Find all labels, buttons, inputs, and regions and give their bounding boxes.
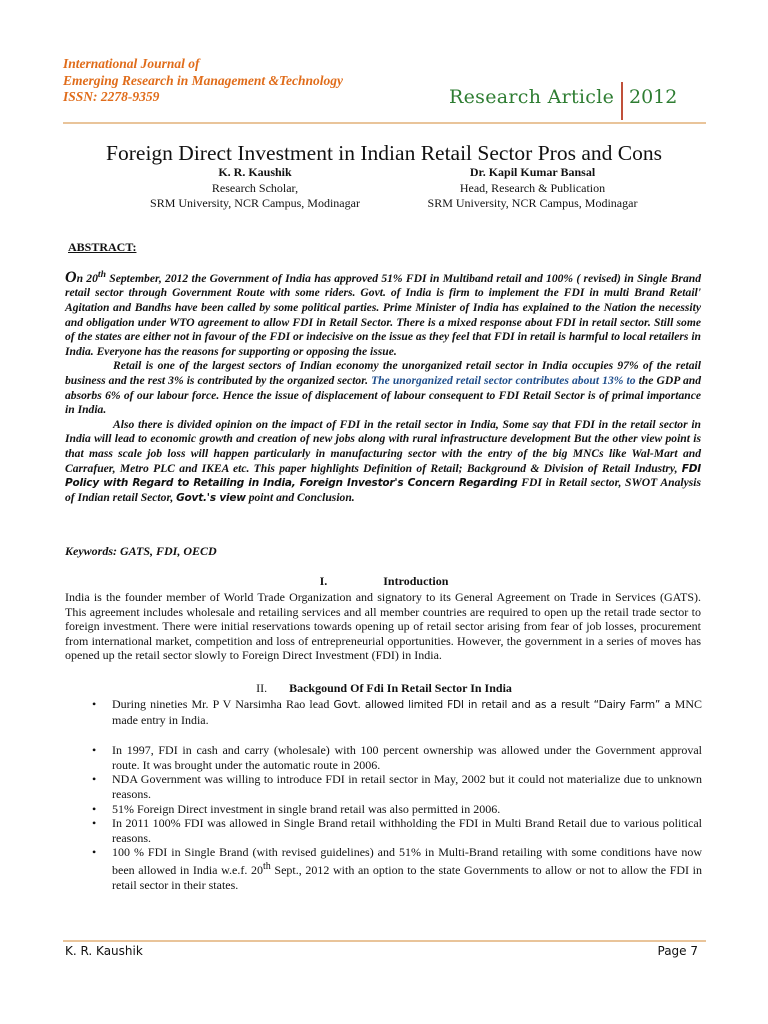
footer-author: K. R. Kaushik xyxy=(65,944,143,958)
abstract-text: Retail is one of the largest sectors of Indian economy the unorganized retail sector in India occupies 97% of the retail business and the rest 3% is contributed by the organized sector. xyxy=(65,359,701,388)
author-affiliation: SRM University, NCR Campus, Modinagar xyxy=(150,196,360,210)
abstract-text: September, 2012 the Government of India has approved 51% FDI in Multiband retail and 100% ( revised) in Single Brand retail sector through Government Route with some riders. Govt. of India is firm to implement the FDI in multi Brand Retail' Agitation and Bandhs have been called by some political parties. Prime Minister of India has explained to the Nation the necessity and obligation under WTO agreement to allow FDI in Retail Sector. There is a mixed response about FDI in retail sector. Still some of the states are either not in favour of the FDI or indecisive on the issue as they feel that FDI in retail is harmful to local retailers in India. Everyone has the reasons for supporting or opposing the issue. xyxy=(65,271,701,358)
author-block-1 xyxy=(135,165,375,212)
author-block-2 xyxy=(405,165,660,212)
footer-rule xyxy=(63,940,706,942)
journal-name-line2: Emerging Research in Management &Technology xyxy=(63,72,344,88)
abstract-paragraph-1 xyxy=(65,268,701,359)
article-type-label: Research Article xyxy=(449,86,615,108)
journal-info xyxy=(63,56,403,106)
article-year: 2012 xyxy=(629,86,678,108)
section-title: Introduction xyxy=(383,574,449,588)
author-name: Dr. Kapil Kumar Bansal xyxy=(469,165,596,179)
drop-cap: O xyxy=(65,268,77,286)
abstract-highlight: The unorganized retail sector contributes about 13% to xyxy=(371,374,636,388)
abstract-text: Also there is divided opinion on the impact of FDI in the retail sector in India, Some say that FDI in the retail sector in India will lead to economic growth and creation of new jobs along with rural infrastructure development But the other view point is that mass scale job loss will happen particularly in manufacturing sector with the entry of the big MNCs like Wal-Mart and Carrafuer, Metro PLC and IKEA etc. This paper highlights Definition of Retail; Background & Division of Retail Industry, xyxy=(65,417,701,475)
bullet-text: During nineties Mr. P V Narsimha Rao lead xyxy=(112,697,334,711)
abstract-text: n 20 xyxy=(76,271,98,285)
journal-issn: ISSN: 2278-9359 xyxy=(63,89,160,104)
abstract-text-alt-font: FDI Policy with Regard to Retailing in India, Foreign Investor's Concern Regarding xyxy=(65,462,701,490)
section-heading-background xyxy=(0,681,768,696)
author-affiliation: SRM University, NCR Campus, Modinagar xyxy=(427,196,638,210)
list-item: • In 1997, FDI in cash and carry (wholesale) with 100 percent ownership was allowed under the Government approval route. It was brought under the automatic route in 2006. xyxy=(92,743,702,772)
abstract-body xyxy=(65,268,701,505)
list-item xyxy=(92,697,702,727)
list-item: • 51% Foreign Direct investment in single brand retail was also permitted in 2006. xyxy=(92,802,702,817)
keywords: Keywords: GATS, FDI, OECD xyxy=(65,544,217,558)
abstract-paragraph-2 xyxy=(65,359,701,417)
section-heading-introduction xyxy=(0,574,768,589)
section-title: Backgound Of Fdi In Retail Sector In India xyxy=(289,681,512,695)
abstract-text-alt-font: Govt.'s view xyxy=(176,491,246,504)
abstract-text: point and Conclusion. xyxy=(245,490,355,504)
header-rule xyxy=(63,122,706,124)
background-bullet-list xyxy=(92,697,702,892)
introduction-paragraph: India is the founder member of World Trade Organization and signatory to its General Agreement on Trade in Services (GATS). This agreement includes wholesale and retailing services and all member countries are required to open up the retail trade sector to foreign investment. There were initial reservations towards opening up of retail sector arising from fear of job losses, procurement from international market, competition and loss of entrepreneurial opportunities. However, the government in a series of moves has opened up the retail sector slowly to Foreign Direct Investment (FDI) in India. xyxy=(65,590,701,663)
abstract-heading: ABSTRACT: xyxy=(68,240,137,254)
abstract-paragraph-3 xyxy=(65,418,701,506)
section-number: II. xyxy=(256,681,268,695)
paper-title: Foreign Direct Investment in Indian Retail Sector Pros and Cons xyxy=(106,141,662,165)
author-name: K. R. Kaushik xyxy=(218,165,292,179)
journal-name-line1: International Journal of xyxy=(63,56,200,71)
superscript: th xyxy=(97,269,106,280)
list-item: • In 2011 100% FDI was allowed in Single Brand retail withholding the FDI in Multi Brand Retail due to various political reasons. xyxy=(92,816,702,845)
author-role: Head, Research & Publication xyxy=(459,180,606,195)
bullet-text: Sept., 2012 with an option to the state Governments to allow or not to allow the FDI in retail sector in their states. xyxy=(112,862,702,892)
abstract-text: FDI in Retail sector, SWOT Analysis of Indian retail Sector, xyxy=(65,476,701,504)
header-separator xyxy=(621,82,623,120)
bullet-text: 100 % FDI in Single Brand (with revised guidelines) and 51% in Multi-Brand retailing with some conditions have now been allowed in India w.e.f. 20 xyxy=(112,845,702,877)
bullet-text: MNC made entry in India. xyxy=(112,697,702,727)
author-role: Research Scholar, xyxy=(211,180,299,195)
list-item: • NDA Government was willing to introduce FDI in retail sector in May, 2002 but it could not materialize due to unknown reasons. xyxy=(92,772,702,801)
section-number: I. xyxy=(319,574,328,588)
bullet-text-alt-font: Govt. allowed limited FDI in retail and as a result “Dairy Farm” a xyxy=(333,699,671,711)
page-number: Page 7 xyxy=(657,944,698,958)
abstract-text: the GDP and absorbs 6% of our labour force. Hence the issue of displacement of labour consequent to FDI Retail Sector is of primal importance in India. xyxy=(65,374,701,417)
list-item xyxy=(92,845,702,892)
superscript: th xyxy=(262,860,271,872)
